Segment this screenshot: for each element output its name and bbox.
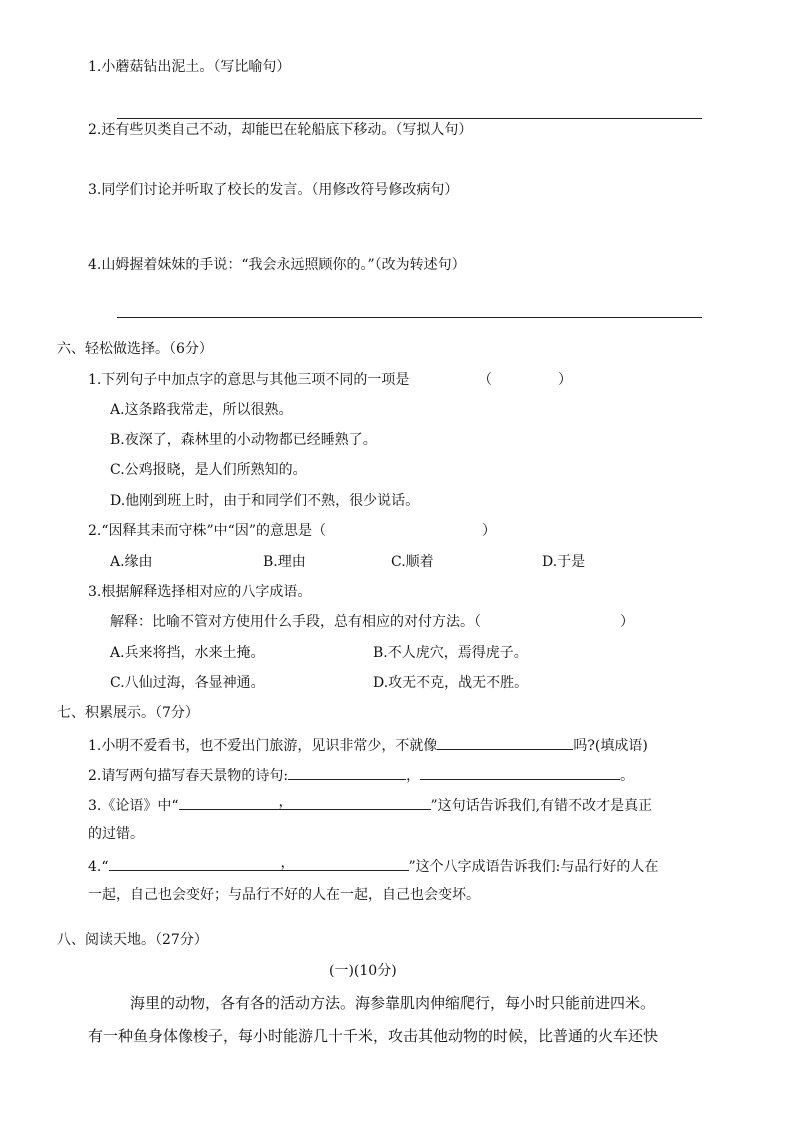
s5-question-2: 2.还有些贝类自己不动，却能巴在轮船底下移动。（写拟人句） [88, 122, 473, 138]
s6-q2-answer-blank[interactable] [394, 521, 482, 541]
s6-q2-option-c: C.顺着 [391, 554, 434, 570]
s6-q3-option-c: C.八仙过海，各显神通。 [110, 675, 265, 691]
s7-q2 [88, 764, 634, 786]
s7-q4-suffix: ”这个八字成语告诉我们:与品行好的人在 [408, 859, 659, 875]
s6-title: 六、轻松做选择。（6分） [57, 341, 213, 357]
s7-q3-text: 3.《论语》中“ [88, 798, 179, 814]
s6-q3-explanation: 解释：比喻不管对方使用什么手段，总有相应的对付方法。（ [110, 614, 481, 630]
s6-q3-option-b: B.不人虎穴，焉得虎子。 [373, 645, 528, 661]
s6-q1-answer-blank[interactable] [494, 370, 558, 390]
s6-q1-stem: 1.下列句子中加点字的意思与其他三项不同的一项是 [88, 372, 410, 388]
s7-q1-suffix: 吗?(填成语) [573, 738, 648, 754]
s8-passage-line-1: 海里的动物，各有各的活动方法。海参靠肌肉伸缩爬行，每小时只能前进四米。 [130, 994, 656, 1012]
s8-title: 八、阅读天地。（27分） [57, 932, 208, 948]
s5-question-4: 4.山姆握着妹妹的手说：“我会永远照顾你的。”（改为转述句） [88, 257, 466, 273]
s7-q4-text: 4.“ [88, 859, 109, 875]
s6-q1-option-c: C.公鸡报晓，是人们所熟知的。 [110, 462, 307, 478]
s7-q4 [88, 855, 658, 877]
s6-q3-option-a: A.兵来将挡，水来土掩。 [110, 645, 265, 661]
s7-q1 [88, 734, 648, 756]
s6-q1-paren-open: （ [478, 372, 492, 388]
s6-q1-paren-close: ） [558, 372, 572, 388]
s6-q2-option-d: D.于是 [542, 554, 586, 570]
s7-q2-suffix: 。 [620, 768, 635, 784]
s6-q3-stem: 3.根据解释选择相对应的八字成语。 [88, 584, 312, 600]
s6-q2-stem: 2.“因释其耒而守株”中“因”的意思是（ [88, 523, 326, 539]
s7-q2-blank-1[interactable] [288, 764, 406, 780]
s6-q2-option-a: A.缘由 [110, 554, 153, 570]
s7-q3-line2: 的过错。 [88, 826, 144, 842]
s7-q2-comma: ， [406, 768, 421, 784]
s7-title: 七、积累展示。（7分） [57, 705, 199, 721]
s7-q3 [88, 794, 652, 816]
s7-q3-comma: ， [278, 794, 293, 810]
s7-q3-blank[interactable] [179, 794, 431, 810]
s5-question-3: 3.同学们讨论并听取了校长的发言。（用修改符号修改病句） [88, 182, 459, 198]
s7-q2-text: 2.请写两句描写春天景物的诗句: [88, 768, 289, 784]
s5-question-1: 1.小蘑菇钻出泥土。（写比喻句） [88, 59, 291, 75]
s5-answer-line-1[interactable] [117, 118, 702, 119]
s6-q3-option-d: D.攻无不克，战无不胜。 [373, 675, 529, 691]
s7-q3-suffix: ”这句话告诉我们,有错不改才是真正 [430, 798, 653, 814]
s6-q3-answer-blank[interactable] [538, 612, 620, 632]
s7-q4-blank[interactable] [109, 855, 409, 871]
s5-answer-line-4[interactable] [117, 317, 702, 318]
s8-passage-line-2: 有一种鱼身体像梭子，每小时能游几十千米，攻击其他动物的时候，比普通的火车还快 [88, 1027, 659, 1045]
s6-q1-option-a: A.这条路我常走，所以很熟。 [110, 402, 293, 418]
s6-q3-paren-close: ） [620, 614, 634, 630]
s7-q4-comma: ， [280, 855, 295, 871]
s7-q1-text: 1.小明不爱看书，也不爱出门旅游，见识非常少，不就像 [88, 738, 438, 754]
s7-q4-line2: 一起，自己也会变好；与品行不好的人在一起，自己也会变坏。 [88, 887, 480, 903]
s6-q2-paren-close: ） [482, 523, 496, 539]
s6-q1-option-d: D.他刚到班上时，由于和同学们不熟，很少说话。 [110, 493, 420, 509]
s8-passage-title: (一)(10分) [329, 963, 397, 979]
s6-q1-option-b: B.夜深了，森林里的小动物都已经睡熟了。 [110, 432, 377, 448]
s7-q2-blank-2[interactable] [420, 764, 620, 780]
s7-q1-blank[interactable] [437, 734, 573, 750]
s6-q2-option-b: B.理由 [263, 554, 306, 570]
